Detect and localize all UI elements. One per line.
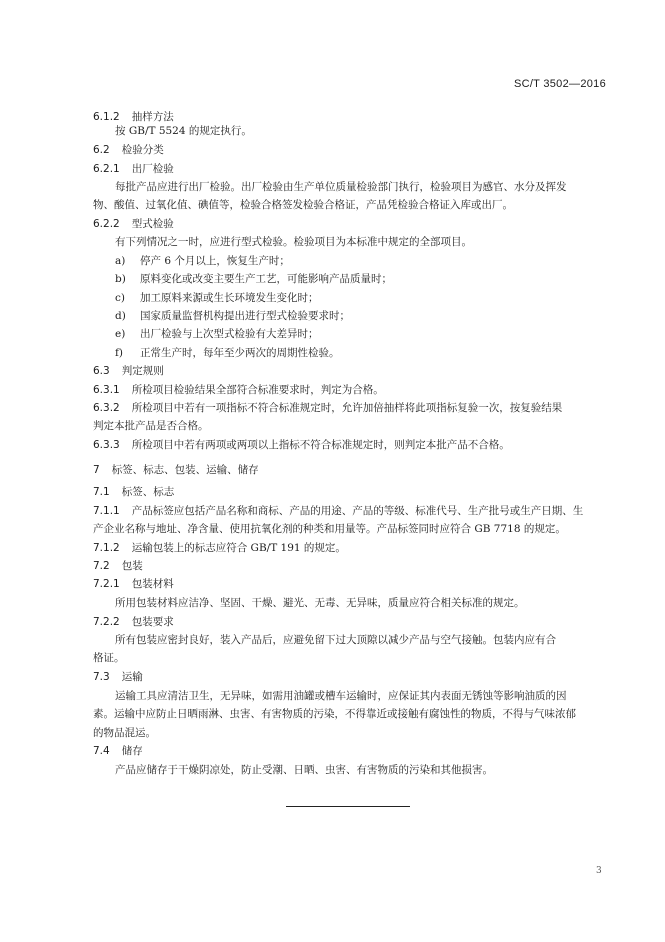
section-heading [93, 464, 665, 477]
list-item-label: f) [115, 347, 123, 359]
section-title: 抽样方法 [131, 111, 174, 123]
clause-text: 所检项目中若有两项或两项以上指标不符合标准规定时，则判定本批产品不合格。 [131, 439, 510, 451]
end-rule [286, 806, 410, 807]
section-number: 6.2.2 [93, 218, 120, 230]
section-title: 储存 [121, 745, 143, 757]
clause-number: 6.3.1 [93, 384, 120, 396]
paragraph-line: 所有包装应密封良好，装入产品后，应避免留下过大顶隙以减少产品与空气接触。包装内应有合 [115, 634, 556, 646]
paragraph-line: 的物品混运。 [93, 727, 156, 739]
section-title: 运输 [121, 671, 143, 683]
section-heading [93, 671, 665, 684]
section-heading [93, 578, 665, 591]
section-number: 7.2 [93, 560, 110, 572]
numbered-paragraph [93, 402, 665, 415]
numbered-paragraph [93, 384, 665, 397]
paragraph-line: 产品应储存于干燥阴凉处，防止受潮、日晒、虫害、有害物质的污染和其他损害。 [115, 764, 493, 776]
list-item [115, 310, 665, 323]
paragraph-line: 有下列情况之一时，应进行型式检验。检验项目为本标准中规定的全部项目。 [115, 236, 472, 248]
section-number: 7.2.1 [93, 578, 120, 590]
standard-code-header: SC/T 3502—2016 [513, 78, 606, 90]
section-heading [93, 111, 665, 124]
list-item-label: c) [115, 292, 125, 304]
paragraph-line: 素。运输中应防止日晒雨淋、虫害、有害物质的污染，不得靠近或接触有腐蚀性的物质，不得与气味浓郁 [93, 708, 576, 720]
list-item-text: 原料变化或改变主要生产工艺，可能影响产品质量时； [140, 273, 392, 285]
list-item-label: b) [115, 273, 126, 285]
list-item-label: a) [115, 255, 126, 267]
paragraph-line: 按 GB/T 5524 的规定执行。 [115, 125, 252, 137]
section-number: 6.1.2 [93, 111, 120, 123]
section-title: 检验分类 [121, 144, 164, 156]
page-number: 3 [596, 866, 602, 876]
clause-text: 所检项目中若有一项指标不符合标准规定时，允许加倍抽样将此项指标复验一次，按复验结果 [131, 402, 563, 414]
clause-text: 产品标签应包括产品名称和商标、产品的用途、产品的等级、标准代号、生产批号或生产日期、生 [131, 505, 584, 517]
clause-text: 运输包装上的标志应符合 GB/T 191 的规定。 [131, 542, 346, 554]
section-heading [93, 163, 665, 176]
section-number: 7.3 [93, 671, 110, 683]
section-number: 7.4 [93, 745, 110, 757]
paragraph-line: 每批产品应进行出厂检验。出厂检验由生产单位质量检验部门执行，检验项目为感官、水分及挥发 [115, 181, 567, 193]
list-item-text: 加工原料来源或生长环境发生变化时； [140, 292, 319, 304]
section-heading [93, 745, 665, 758]
section-heading [93, 365, 665, 378]
list-item [115, 255, 665, 268]
list-item-text: 国家质量监督机构提出进行型式检验要求时； [140, 310, 350, 322]
clause-number: 6.3.3 [93, 439, 120, 451]
numbered-paragraph [93, 439, 665, 452]
list-item-text: 停产 6 个月以上，恢复生产时； [140, 255, 290, 267]
section-title: 出厂检验 [131, 163, 174, 175]
list-item [115, 273, 665, 286]
list-item [115, 292, 665, 305]
section-number: 7.2.2 [93, 616, 120, 628]
section-number: 6.2.1 [93, 163, 120, 175]
section-title: 包装材料 [131, 578, 174, 590]
section-number: 7 [93, 464, 100, 476]
list-item-text: 正常生产时，每年至少两次的周期性检验。 [140, 347, 340, 359]
list-item-label: e) [115, 328, 126, 340]
section-heading [93, 486, 665, 499]
numbered-paragraph [93, 542, 665, 555]
section-title: 标签、标志 [121, 486, 175, 498]
clause-text: 所检项目检验结果全部符合标准要求时，判定为合格。 [131, 384, 384, 396]
section-number: 6.2 [93, 144, 110, 156]
section-number: 7.1 [93, 486, 110, 498]
paragraph-line: 产企业名称与地址、净含量、使用抗氧化剂的种类和用量等。产品标签同时应符合 GB 7718 的规定。 [93, 523, 566, 535]
section-title: 包装要求 [131, 616, 174, 628]
clause-number: 7.1.1 [93, 505, 120, 517]
paragraph-line: 所用包装材料应洁净、坚固、干燥、避光、无毒、无异味，质量应符合相关标准的规定。 [115, 597, 525, 609]
section-title: 判定规则 [121, 365, 164, 377]
list-item [115, 347, 665, 360]
list-item-text: 出厂检验与上次型式检验有大差异时； [140, 328, 319, 340]
list-item [115, 328, 665, 341]
section-title: 标签、标志、包装、运输、储存 [111, 464, 259, 476]
paragraph-line: 运输工具应清洁卫生，无异味，如需用油罐或槽车运输时，应保证其内表面无锈蚀等影响油质的因 [115, 690, 567, 702]
section-heading [93, 560, 665, 573]
numbered-paragraph [93, 505, 665, 518]
section-heading [93, 218, 665, 231]
clause-number: 7.1.2 [93, 542, 120, 554]
section-title: 包装 [121, 560, 143, 572]
list-item-label: d) [115, 310, 126, 322]
section-heading [93, 144, 665, 157]
section-title: 型式检验 [131, 218, 174, 230]
paragraph-line: 判定本批产品是否合格。 [93, 420, 209, 432]
clause-number: 6.3.2 [93, 402, 120, 414]
paragraph-line: 物、酸值、过氧化值、碘值等，检验合格签发检验合格证，产品凭检验合格证入库或出厂。 [93, 199, 513, 211]
section-heading [93, 616, 665, 629]
paragraph-line: 格证。 [93, 652, 125, 664]
section-number: 6.3 [93, 365, 110, 377]
